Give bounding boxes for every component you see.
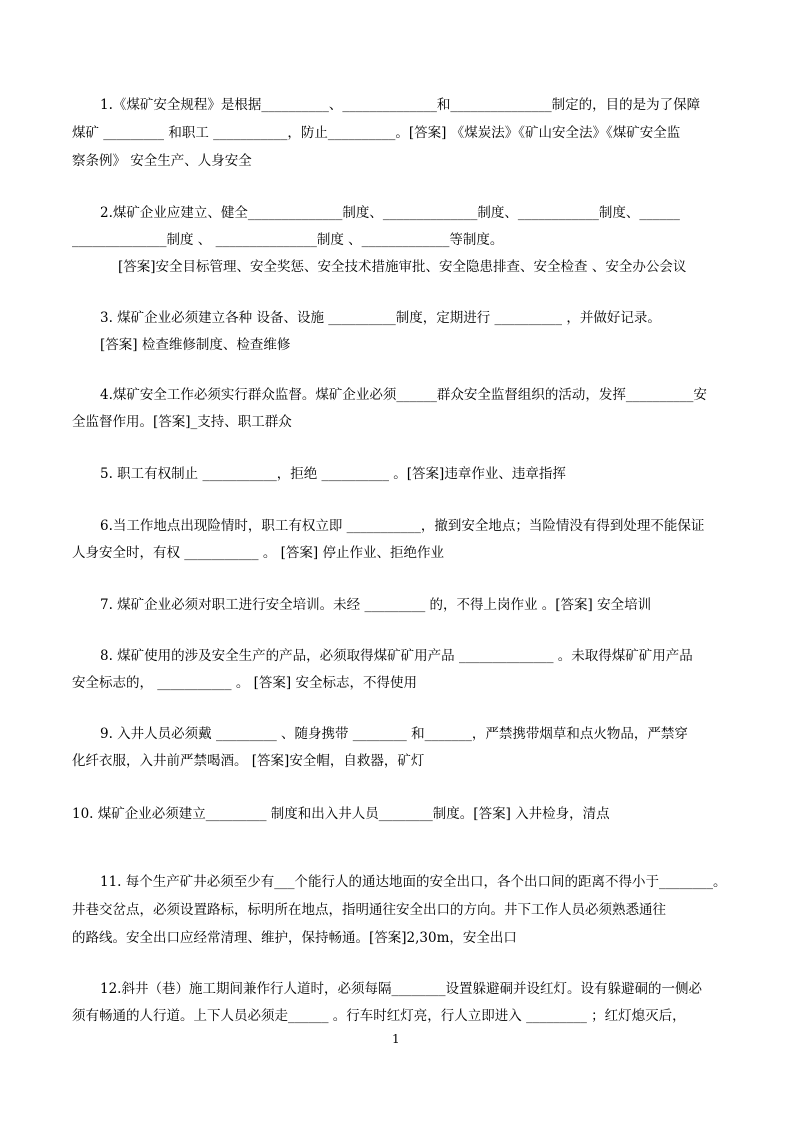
q1-line-1: 1.《煤矿安全规程》是根据__________、______________和_______________制定的，目的是为了保障 <box>100 97 701 113</box>
q2-line-1: 2.煤矿企业应建立、健全______________制度、______________制度、____________制度、______ <box>100 205 680 221</box>
q10-line-1: 10. 煤矿企业必须建立_________ 制度和出入井人员________制度。[答案] 入井检身，清点 <box>72 806 610 822</box>
q4-line-1: 4.煤矿安全工作必须实行群众监督。煤矿企业必须______群众安全监督组织的活动，发挥__________安 <box>100 387 707 403</box>
q11-line-3: 的路线。安全出口应经常清理、维护，保持畅通。[答案]2,30m，安全出口 <box>72 930 517 946</box>
q4-line-2: 全监督作用。[答案]_支持、职工群众 <box>72 414 292 430</box>
q9-line-2: 化纤衣服，入井前严禁喝酒。 [答案]安全帽，自救器，矿灯 <box>72 753 425 769</box>
q6-line-2: 人身安全时，有权 ___________ 。 [答案] 停止作业、拒绝作业 <box>72 545 444 561</box>
q3-answer: [答案] 检查维修制度、检查维修 <box>100 337 291 353</box>
q2-answer: [答案]安全目标管理、安全奖惩、安全技术措施审批、安全隐患排查、安全检查 、安全办公会议 <box>118 259 687 275</box>
q3-line-1: 3. 煤矿企业必须建立各种 设备、设施 __________制度，定期进行 __________ ，并做好记录。 <box>100 310 661 326</box>
q12-line-2: 须有畅通的人行道。上下人员必须走______ 。行车时红灯亮，行人立即进入 _________ ；红灯熄灭后， <box>72 1008 686 1024</box>
q11-line-2: 井巷交岔点，必须设置路标，标明所在地点，指明通往安全出口的方向。井下工作人员必须熟悉通往 <box>72 902 666 918</box>
q1-line-2: 煤矿 _________ 和职工 ___________，防止__________。[答案] 《煤炭法》《矿山安全法》《煤矿安全监 <box>72 125 681 141</box>
page-number: 1 <box>392 1032 400 1046</box>
q8-line-1: 8. 煤矿使用的涉及安全生产的产品，必须取得煤矿矿用产品 ______________ 。未取得煤矿矿用产品 <box>100 648 693 664</box>
q9-line-1: 9. 入井人员必须戴 _________ 、随身携带 ________ 和_______，严禁携带烟草和点火物品，严禁穿 <box>100 726 688 742</box>
q7-line-1: 7. 煤矿企业必须对职工进行安全培训。未经 _________ 的，不得上岗作业 。[答案] 安全培训 <box>100 597 652 613</box>
q6-line-1: 6.当工作地点出现险情时，职工有权立即 ___________，撤到安全地点；当险情没有得到处理不能保证 <box>100 518 705 534</box>
q1-line-3: 察条例》 安全生产、人身安全 <box>72 153 252 169</box>
q8-line-2: 安全标志的， ___________ 。 [答案] 安全标志，不得使用 <box>72 675 417 691</box>
q2-line-2: ______________制度 、 _______________制度 、_____________等制度。 <box>72 232 504 248</box>
q5-line-1: 5. 职工有权制止 ___________，拒绝 __________ 。[答案]违章作业、违章指挥 <box>100 466 566 482</box>
q12-line-1: 12.斜井（巷）施工期间兼作行人道时，必须每隔________设置躲避硐并设红灯。设有躲避硐的一侧必 <box>100 981 702 997</box>
q11-line-1: 11. 每个生产矿井必须至少有___个能行人的通达地面的安全出口，各个出口间的距离不得小于________。 <box>100 874 727 890</box>
